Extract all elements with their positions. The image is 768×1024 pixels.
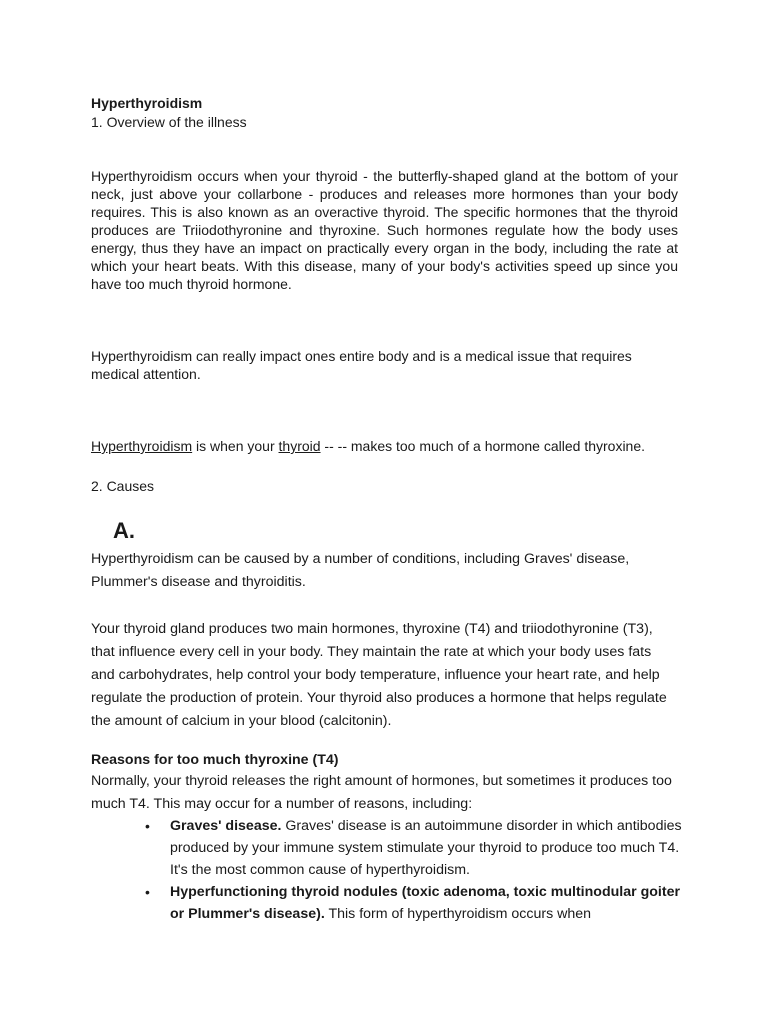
causes-paragraph: Hyperthyroidism can be caused by a number of conditions, including Graves' disease, Plummer's disease and thyroiditis.	[91, 551, 630, 590]
section-2-heading: 2. Causes	[91, 478, 155, 494]
reasons-list	[145, 815, 685, 925]
list-item-bold: Hyperfunctioning thyroid nodules (toxic adenoma, toxic multinodular goiter or Plummer's disease).	[170, 884, 680, 922]
section-letter-a: A.	[113, 518, 135, 543]
document-title: Hyperthyroidism	[91, 95, 203, 111]
thyroid-hormones-paragraph: Your thyroid gland produces two main hormones, thyroxine (T4) and triiodothyronine (T3), that influence every cell in your body. They maintain the rate at which your body uses fats and carbohydrates, help control your body temperature, influence your heart rate, and help regulate the production of protein. Your thyroid also produces a hormone that helps regulate the amount of calcium in your blood (calcitonin).	[91, 621, 667, 729]
list-item-text: Graves' disease is an autoimmune disorder in which antibodies produced by your immune system stimulate your thyroid to produce too much T4. It's the most common cause of hyperthyroidism.	[170, 818, 682, 878]
definition-text-2: -- -- makes too much of a hormone called thyroxine.	[320, 438, 646, 454]
definition-paragraph	[91, 437, 678, 455]
list-item-bold: Graves' disease.	[170, 818, 282, 834]
hyperthyroidism-link[interactable]: Hyperthyroidism	[91, 438, 193, 454]
list-item	[145, 881, 685, 925]
section-1-heading: 1. Overview of the illness	[91, 114, 247, 130]
list-item	[145, 815, 685, 881]
reasons-intro-paragraph: Normally, your thyroid releases the right amount of hormones, but sometimes it produces too much T4. This may occur for a number of reasons, including:	[91, 773, 672, 812]
reasons-heading: Reasons for too much thyroxine (T4)	[91, 752, 339, 768]
thyroid-link[interactable]: thyroid	[278, 438, 321, 454]
definition-text-1: is when your	[192, 438, 279, 454]
overview-paragraph: Hyperthyroidism occurs when your thyroid - the butterfly-shaped gland at the bottom of your neck, just above your collarbone - produces and releases more hormones than your body requires. This is also known as an overactive thyroid. The specific hormones that the thyroid produces are Triiodothyronine and thyroxine. Such hormones regulate how the body uses energy, thus they have an impact on practically every organ in the body, including the rate at which your heart beats. With this disease, many of your body's activities speed up since you have too much thyroid hormone.	[91, 168, 678, 292]
impact-paragraph: Hyperthyroidism can really impact ones entire body and is a medical issue that requires medical attention.	[91, 348, 632, 382]
list-item-text: This form of hyperthyroidism occurs when	[324, 906, 592, 922]
